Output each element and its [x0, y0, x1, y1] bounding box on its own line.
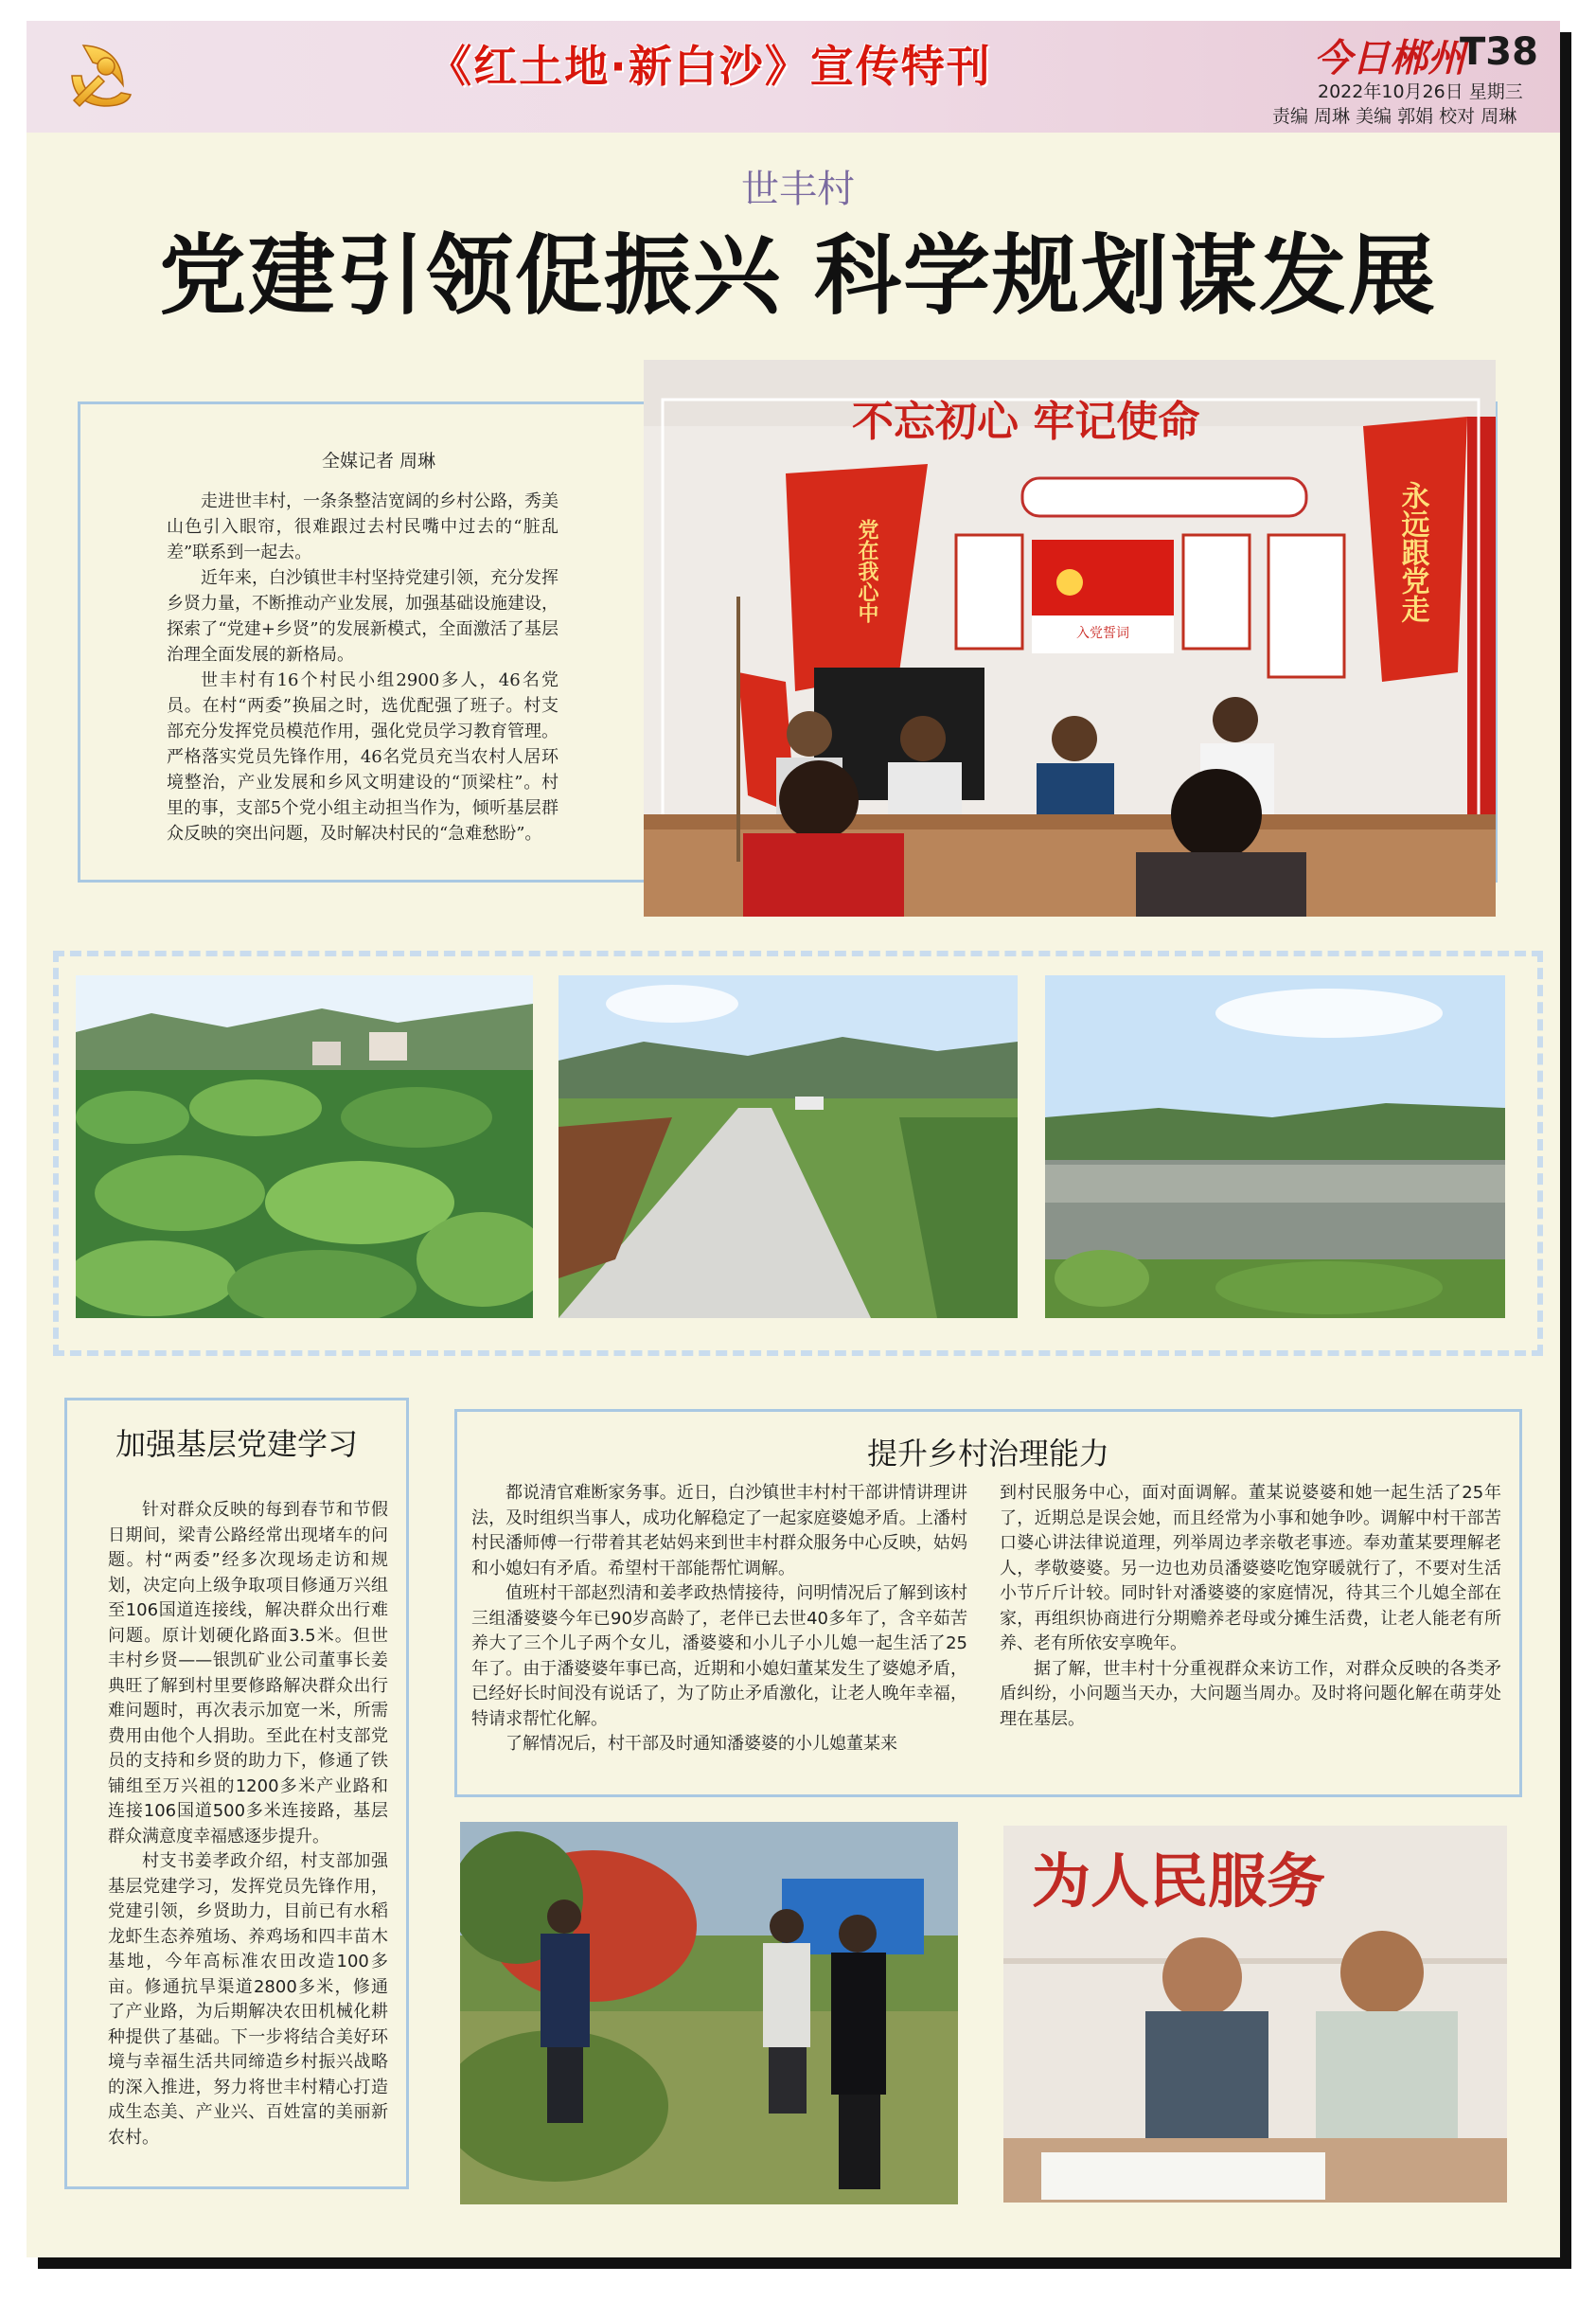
governance-paragraph: 都说清官难断家务事。近日，白沙镇世丰村村干部讲情讲理讲法，及时组织当事人，成功化解稳定了一起家庭婆媳矛盾。上潘村村民潘师傅一行带着其老姑妈来到世丰村群众服务中心反映，姑妈和小媳妇有矛盾。希望村干部能帮忙调解。: [471, 1483, 967, 1579]
party-study-paragraph: 村支书姜孝政介绍，村支部加强基层党建学习，发挥党员先锋作用，党建引领，乡贤助力，目前已有水稻龙虾生态养殖场、养鸡场和四丰苗木基地，今年高标准农田改造100多亩。修通抗旱渠道2800多米，修通了产业路，为后期解决农田机械化耕种提供了基础。下一步将结合美好环境与幸福生活共同缔造乡村振兴战略的深入推进，努力将世丰村精心打造成生态美、产业兴、百姓富的美丽新农村。: [108, 1851, 388, 2148]
left-flag-text: 党在我心中: [855, 519, 879, 623]
intro-text: [167, 489, 559, 847]
slogan-banner: 不忘初心 牢记使命: [852, 398, 1200, 446]
party-emblem-icon: [55, 38, 140, 114]
right-flag-text: 永远跟党走: [1395, 481, 1429, 623]
issue-date: 2022年10月26日 星期三: [1318, 81, 1523, 102]
village-road-photo: [559, 975, 1018, 1318]
masthead-title: 《红土地·新白沙》宣传特刊: [428, 41, 992, 92]
party-study-text: [108, 1498, 388, 2150]
party-study-paragraph: 针对群众反映的每到春节和节假日期间，梁青公路经常出现堵车的问题。村“两委”经多次现场走访和规划，决定向上级争取项目修通万兴组至106国道连接线，解决群众出行难问题。原计划硬化路面3.5米。但世丰村乡贤——银凯矿业公司董事长姜典旺了解到村里要修路解决群众出行难问题时，再次表示加宽一米，所需费用由他个人捐助。至此在村支部党员的支持和乡贤的助力下，修通了铁铺组至万兴祖的1200多米产业路和连接106国道500多米连接路，基层群众满意度幸福感逐步提升。: [108, 1500, 388, 1846]
headline-title: 党建引领促振兴 科学规划谋发展: [158, 225, 1438, 327]
governance-paragraph: 值班村干部赵烈清和姜孝政热情接待，问明情况后了解到该村三组潘婆婆今年已90岁高龄了，老伴已去世40多年了，含辛茹苦养大了三个儿子两个女儿，潘婆婆和小儿子小儿媳一起生活了25年了。由于潘婆婆年事已高，近期和小媳妇董某发生了婆媳矛盾，已经好长时间没有说话了，为了防止矛盾激化，让老人晚年幸福，特请求帮忙化解。: [471, 1583, 967, 1729]
service-slogan: 为人民服务: [1032, 1846, 1326, 1916]
intro-paragraph: 世丰村有16个村民小组2900多人，46名党员。在村“两委”换届之时，选优配强了班子。村支部充分发挥党员模范作用，强化党员学习教育管理。严格落实党员先锋作用，46名党员充当农村人居环境整治，产业发展和乡风文明建设的“顶梁柱”。村里的事，支部5个党小组主动担当作为，倾听基层群众反映的突出问题，及时解决村民的“急难愁盼”。: [167, 670, 559, 844]
governance-paragraph: 到村民服务中心，面对面调解。董某说婆婆和她一起生活了25年了，近期总是误会她，而且经常为小事和她争吵。调解中村干部苦口婆心讲法律说道理，列举周边孝亲敬老事迹。奉劝董某要理解老人，孝敬婆婆。另一边也劝员潘婆婆吃饱穿暖就行了，不要对生活小节斤斤计较。同时针对潘婆婆的家庭情况，待其三个儿媳全部在家，再组织协商进行分期赡养老母或分摊生活费，让老人能老有所养、老有所依安享晚年。: [1000, 1483, 1501, 1653]
editor-credits: 责编 周琳 美编 郭娟 校对 周琳: [1272, 106, 1517, 127]
governance-paragraph: 了解情况后，村干部及时通知潘婆婆的小儿媳董某来: [505, 1734, 897, 1754]
lotus-field-photo: [76, 975, 533, 1318]
governance-text-col2: [1000, 1481, 1501, 1732]
service-center-photo: [1003, 1826, 1507, 2203]
meeting-photo: [644, 360, 1496, 917]
party-study-title: 加强基层党建学习: [115, 1426, 358, 1462]
field-inspection-photo: [460, 1822, 958, 2204]
intro-paragraph: 近年来，白沙镇世丰村坚持党建引领，充分发挥乡贤力量，不断推动产业发展，加强基础设施建设，探索了“党建+乡贤”的发展新模式，全面激活了基层治理全面发展的新格局。: [167, 568, 559, 665]
village-pond-photo: [1045, 975, 1505, 1318]
intro-paragraph: 走进世丰村，一条条整洁宽阔的乡村公路，秀美山色引入眼帘，很难跟过去村民嘴中过去的“脏乱差”联系到一起去。: [167, 491, 559, 562]
paper-logo: 今日郴州: [1314, 36, 1465, 80]
oath-plaque: 入党誓词: [1076, 626, 1129, 641]
governance-text-col1: [471, 1481, 967, 1757]
governance-title: 提升乡村治理能力: [866, 1436, 1109, 1472]
headline-kicker: 世丰村: [741, 168, 855, 211]
intro-byline: 全媒记者 周琳: [321, 451, 436, 472]
page-number: T38: [1460, 30, 1538, 74]
governance-paragraph: 据了解，世丰村十分重视群众来访工作，对群众反映的各类矛盾纠纷，小问题当天办，大问题当周办。及时将问题化解在萌芽处理在基层。: [1000, 1658, 1501, 1729]
